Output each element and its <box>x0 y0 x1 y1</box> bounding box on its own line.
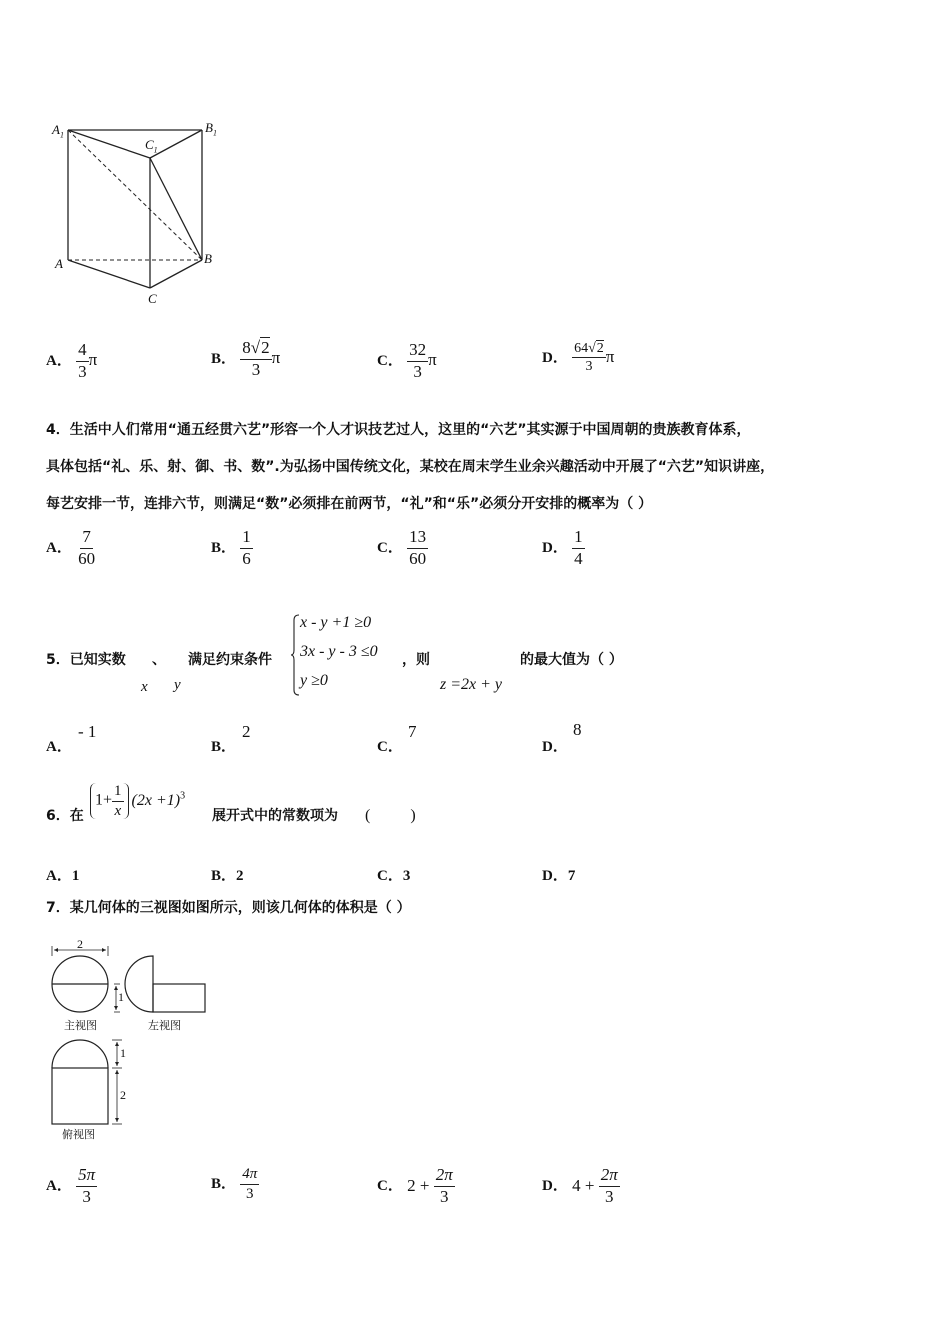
left-view-halfdisc <box>125 956 153 1012</box>
option-label: D． <box>542 349 568 366</box>
q3-option-c[interactable]: C． $\frac{32}{3}$ π <box>377 340 437 381</box>
q5-constraint-3: y ≥0 <box>300 672 328 689</box>
q6-option-a[interactable]: A．1 <box>46 868 80 884</box>
caption-front-view: 主视图 <box>64 1019 97 1032</box>
edge-a1c1 <box>68 130 150 158</box>
option-label: D． <box>542 540 568 557</box>
q4-text-line1: 4．生活中人们常用“通五经贯六艺”形容一个人才识技艺过人，这里的“六艺”其实源于中国周朝的贵族教育体系， <box>46 422 751 438</box>
label-a: A <box>55 256 63 271</box>
q5-option-d-label[interactable]: D． <box>542 739 568 755</box>
option-label: B． <box>211 540 237 557</box>
q4-option-b[interactable] <box>211 528 253 568</box>
three-view-figure <box>44 936 224 1146</box>
option-label: B． <box>211 1175 237 1192</box>
q6-suffix: 展开式中的常数项为 <box>212 808 338 824</box>
edge-ac <box>68 260 150 288</box>
option-label: A． <box>46 1178 72 1195</box>
q4-option-a[interactable] <box>46 528 97 568</box>
q5-objective: z =2x + y <box>440 676 503 693</box>
q6-option-d[interactable]: D．7 <box>542 868 576 884</box>
q5-prefix: 5．已知实数 <box>46 652 126 668</box>
label-b: B <box>204 251 212 266</box>
q3-option-d[interactable]: D． $\frac{64√2}{3}$ π <box>542 341 615 375</box>
q7-text: 7．某几何体的三视图如图所示，则该几何体的体积是（ ） <box>46 900 411 916</box>
label-a1: $A_1$ <box>52 122 64 140</box>
q5-option-a-value: - 1 <box>78 722 97 741</box>
q5-option-c-value: 7 <box>408 722 417 741</box>
option-label: A． <box>46 540 72 557</box>
option-label: A． <box>46 353 72 370</box>
q6-option-b[interactable]: B．2 <box>211 868 244 884</box>
option-label: B． <box>211 351 237 368</box>
caption-top-view: 俯视图 <box>62 1128 95 1141</box>
fraction: $\frac{2\pi}{3}$ <box>435 1165 453 1206</box>
dim-label-top-view-lower: 2 <box>120 1088 126 1102</box>
q7-option-a[interactable] <box>46 1166 97 1206</box>
top-view-rect <box>52 1068 108 1124</box>
q5-constraint-2: 3x - y - 3 ≤0 <box>300 643 378 660</box>
q5-var-x: x <box>141 679 148 695</box>
prism-figure <box>50 118 230 313</box>
fraction: $\frac{13}{60}$ <box>409 527 427 568</box>
fraction: $\frac{32}{3}$ <box>409 340 427 381</box>
q4-option-d[interactable] <box>542 528 585 568</box>
q5-mid: 满足约束条件 <box>188 652 272 668</box>
option-label: D． <box>542 1178 568 1195</box>
q3-option-a[interactable]: A． $\frac{4}{3}$ π <box>46 340 98 381</box>
q5-comma-then: ，则 <box>402 652 430 668</box>
fraction: $\frac{1}{6}$ <box>242 527 251 568</box>
q5-option-d-value: 8 <box>573 720 582 739</box>
label-c1: $C_1$ <box>145 137 158 155</box>
top-view-arc <box>52 1040 108 1068</box>
q5-sep: 、 <box>152 652 166 668</box>
edge-c1b1 <box>150 130 202 158</box>
fraction: $\frac{2\pi}{3}$ <box>600 1165 618 1206</box>
q3-option-b[interactable]: B． $\frac{8√2}{3}$ π <box>211 338 281 379</box>
q4-text-line2: 具体包括“礼、乐、射、御、书、数”.为弘扬中国传统文化，某校在周末学生业余兴趣活动中开展了“六艺”知识讲座， <box>46 459 775 475</box>
q7-option-d[interactable]: D． 4 + $\frac{2\pi}{3}$ <box>542 1165 618 1206</box>
q6-option-c[interactable]: C．3 <box>377 868 411 884</box>
label-b1: $B_1$ <box>205 120 217 138</box>
q6-answer-blank[interactable]: ( ) <box>365 807 416 824</box>
option-label: C． <box>377 540 403 557</box>
fraction: $\frac{1}{4}$ <box>574 527 583 568</box>
q5-suffix: 的最大值为（ ） <box>520 652 623 668</box>
dim-label-top-view-upper: 1 <box>120 1046 126 1060</box>
fraction: $\frac{4\pi}{3}$ <box>242 1166 258 1202</box>
q5-option-b-value: 2 <box>242 722 251 741</box>
q5-var-y: y <box>174 677 181 693</box>
q5-option-a-label[interactable]: A． <box>46 739 72 755</box>
q4-text-line3: 每艺安排一节，连排六节，则满足“数”必须排在前两节，“礼”和“乐”必须分开安排的概率为（ ） <box>46 496 653 512</box>
q4-option-c[interactable] <box>377 528 428 568</box>
label-c: C <box>148 291 157 306</box>
fraction: $\frac{64√2}{3}$ <box>574 341 604 375</box>
fraction: $\frac{4}{3}$ <box>78 340 87 381</box>
option-label: C． <box>377 353 403 370</box>
edge-cb <box>150 260 202 288</box>
dim-label-front-side: 1 <box>118 990 124 1004</box>
fraction: $\frac{7}{60}$ <box>78 527 96 568</box>
q7-option-b[interactable] <box>211 1166 259 1202</box>
edge-a1b-hidden <box>68 130 202 260</box>
q5-option-b-label[interactable]: B． <box>211 739 237 755</box>
fraction: $\frac{5\pi}{3}$ <box>78 1165 96 1206</box>
left-view-rect <box>153 984 205 1012</box>
edge-c1b <box>150 158 202 260</box>
caption-left-view: 左视图 <box>148 1019 181 1032</box>
option-label: C． <box>377 1178 403 1195</box>
q7-option-c[interactable]: C． 2 + $\frac{2\pi}{3}$ <box>377 1165 453 1206</box>
q5-constraint-1: x - y +1 ≥0 <box>300 614 372 631</box>
fraction: $\frac{8√2}{3}$ <box>242 338 270 379</box>
dim-label-top: 2 <box>77 937 83 951</box>
q6-expression: 1+ $\frac{1}{x}$ $(2x +1)^3$ <box>90 783 185 819</box>
q6-prefix: 6．在 <box>46 808 84 824</box>
q5-option-c-label[interactable]: C． <box>377 739 403 755</box>
